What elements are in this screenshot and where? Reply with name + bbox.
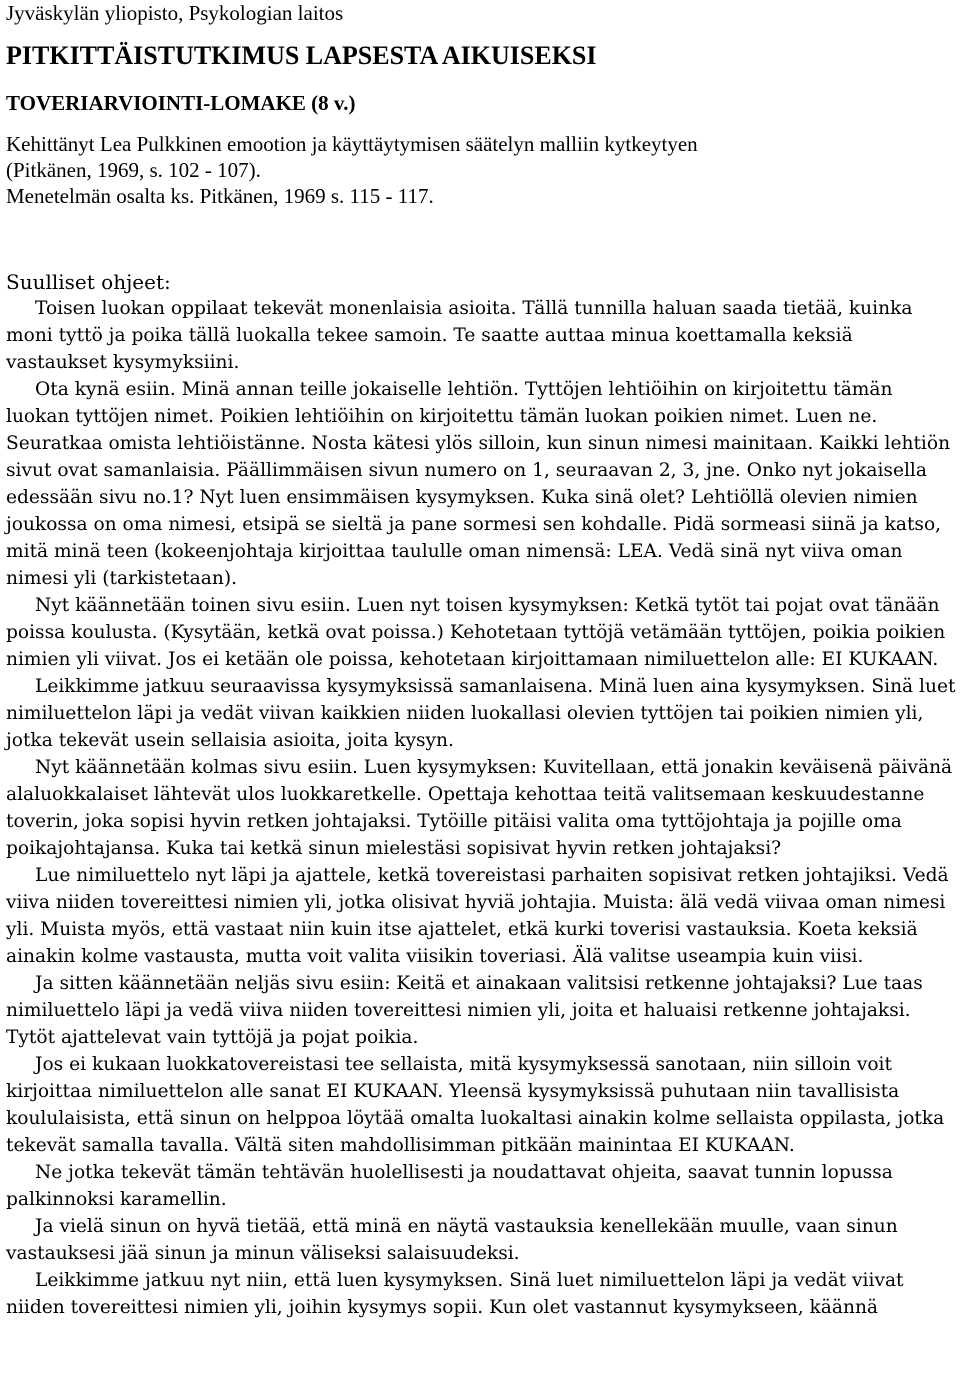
instruction-sentence: Tällä tunnilla haluan saada tietää, kuinka moni tyttö ja poika tällä luokalla tekee samoin. bbox=[6, 298, 913, 346]
instruction-sentence: Luen kysymyksen: Kuvitellaan, että jonakin keväisenä päivänä alaluokkalaiset lähtevät ulos luokkaretkelle. bbox=[6, 757, 953, 805]
instruction-sentence: Kuka tai ketkä sinun mielestäsi sopisivat hyvin retken johtajaksi? bbox=[166, 838, 782, 859]
instruction-sentence: Vältä siten mahdollisimman pitkään mainintaa EI KUKAAN. bbox=[234, 1135, 795, 1156]
instruction-sentence: Kun olet vastannut kysymykseen, käännä bbox=[489, 1297, 879, 1318]
instruction-sentence: Vedä viiva niiden tovereittesi nimien yli, jotka olisivat hyviä johtajia. bbox=[6, 865, 949, 913]
instruction-sentence: Luen nyt toisen kysymyksen: Ketkä tytöt tai pojat ovat tänään poissa koulusta. bbox=[6, 595, 940, 643]
instruction-sentence: Älä valitse useampia kuin viisi. bbox=[572, 946, 864, 967]
instruction-paragraph bbox=[6, 754, 956, 862]
credits-line: Menetelmän osalta ks. Pitkänen, 1969 s. 115 - 117. bbox=[6, 184, 434, 208]
instruction-sentence: Muista: älä vedä viivaa oman nimesi yli. bbox=[6, 892, 946, 940]
instruction-sentence: Pidä sormeasi siinä ja katso, mitä minä teen (kokeenjohtaja kirjoittaa taululle oman nimensä: LEA. bbox=[6, 514, 942, 562]
instruction-sentence: Ota kynä esiin. bbox=[35, 379, 182, 400]
instruction-sentence: Sinä luet nimiluettelon läpi ja vedät viivat niiden tovereittesi nimien yli, joihin kysymys sopii. bbox=[6, 1270, 904, 1318]
instruction-sentence: Ja sitten käännetään neljäs sivu esiin: Keitä et ainakaan valitsisi retkenne johtajaksi? bbox=[35, 973, 843, 994]
instruction-sentence: Nyt luen ensimmäisen kysymyksen. bbox=[199, 487, 542, 508]
instruction-paragraph bbox=[6, 1159, 956, 1213]
instruction-sentence: Lue taas nimiluettelo läpi ja vedä viiva niiden tovereittesi nimien yli, joita et haluaisi retkenne johtajaksi. bbox=[6, 973, 923, 1021]
credits-line: (Pitkänen, 1969, s. 102 - 107). bbox=[6, 158, 261, 182]
instruction-paragraph bbox=[6, 673, 956, 754]
instruction-paragraph bbox=[6, 862, 956, 970]
instruction-paragraph bbox=[6, 295, 956, 376]
instruction-sentence: Poikien lehtiöihin on kirjoitettu tämän luokan poikien nimet. bbox=[219, 406, 796, 427]
instruction-sentence: Onko nyt jokaisella edessään sivu no.1? bbox=[6, 460, 927, 508]
instruction-sentence: Opettaja kehottaa teitä valitsemaan keskuudestanne toverin, joka sopisi hyvin retken johtajaksi. bbox=[6, 784, 925, 832]
instruction-sentence: Nyt käännetään kolmas sivu esiin. bbox=[35, 757, 364, 778]
institution-name: Jyväskylän yliopisto, Psykologian laitos bbox=[6, 1, 344, 25]
credits-line: Kehittänyt Lea Pulkkinen emootion ja käyttäytymisen säätelyn malliin kytkeytyen bbox=[6, 132, 698, 156]
instruction-sentence: Te saatte auttaa minua koettamalla keksiä vastaukset kysymyksiini. bbox=[6, 325, 853, 373]
form-title: TOVERIARVIOINTI-LOMAKE (8 v.) bbox=[6, 91, 356, 115]
instruction-sentence: Tyttöjen lehtiöihin on kirjoitettu tämän luokan tyttöjen nimet. bbox=[6, 379, 893, 427]
instruction-sentence: Ne jotka tekevät tämän tehtävän huolellisesti ja noudattavat ohjeita, saavat tunnin lopussa palkinnoksi karamellin. bbox=[6, 1162, 893, 1210]
instruction-sentence: Tytöt ajattelevat vain tyttöjä ja pojat poikia. bbox=[6, 1027, 419, 1048]
instruction-paragraph bbox=[6, 1213, 956, 1267]
instruction-sentence: Vedä sinä nyt viiva oman nimesi yli (tarkistetaan). bbox=[6, 541, 903, 589]
instruction-sentence: Nosta kätesi ylös silloin, kun sinun nimesi mainitaan. bbox=[311, 433, 820, 454]
instruction-sentence: Kuka sinä olet? bbox=[541, 487, 691, 508]
instruction-sentence: Leikkimme jatkuu nyt niin, että luen kysymyksen. bbox=[35, 1270, 510, 1291]
instruction-sentence: Lue nimiluettelo nyt läpi ja ajattele, ketkä tovereistasi parhaiten sopisivat retken johtajiksi. bbox=[35, 865, 903, 886]
instruction-sentence: (Kysytään, ketkä ovat poissa.) bbox=[163, 622, 450, 643]
instruction-sentence: Kaikki lehtiön sivut ovat samanlaisia. bbox=[6, 433, 951, 481]
instruction-sentence: Ja vielä sinun on hyvä tietää, että minä en näytä vastauksia kenellekään muulle, vaan sinun vastauksesi jää sinun ja minun väliseksi salaisuudeksi. bbox=[6, 1216, 898, 1264]
instruction-paragraph bbox=[6, 1051, 956, 1159]
instructions-body bbox=[6, 295, 956, 1321]
credits-block bbox=[6, 131, 698, 209]
instruction-sentence: Toisen luokan oppilaat tekevät monenlaisia asioita. bbox=[35, 298, 523, 319]
instruction-paragraph bbox=[6, 1267, 956, 1321]
instructions-heading: Suulliset ohjeet: bbox=[6, 270, 171, 294]
instruction-paragraph bbox=[6, 376, 956, 592]
instruction-sentence: Muista myös, että vastaat niin kuin itse ajattelet, etkä kurki toverisi vastauksia. bbox=[40, 919, 798, 940]
instruction-sentence: Jos ei kukaan luokkatovereistasi tee sellaista, mitä kysymyksessä sanotaan, niin silloin voit kirjoittaa nimiluettelon alle sanat EI KUKAAN. bbox=[6, 1054, 892, 1102]
instruction-sentence: Minä annan teille jokaiselle lehtiön. bbox=[181, 379, 525, 400]
instruction-sentence: Luen ne. Seuratkaa omista lehtiöistänne. bbox=[6, 406, 878, 454]
instruction-paragraph bbox=[6, 592, 956, 673]
instruction-sentence: Päällimmäisen sivun numero on 1, seuraavan 2, 3, jne. bbox=[226, 460, 747, 481]
instruction-sentence: Sinä luet nimiluettelon läpi ja vedät viivan kaikkien niiden luokallasi olevien tyttöjen tai poikien nimien yli, jotka tekevät usein sellaisia asioita, joita kysyn. bbox=[6, 676, 956, 751]
instruction-sentence: Koeta keksiä ainakin kolme vastausta, mutta voit valita viisikin toveriasi. bbox=[6, 919, 918, 967]
document-title: PITKITTÄISTUTKIMUS LAPSESTA AIKUISEKSI bbox=[6, 41, 597, 70]
instruction-paragraph bbox=[6, 970, 956, 1051]
instruction-sentence: Nyt käännetään toinen sivu esiin. bbox=[35, 595, 357, 616]
instruction-sentence: Leikkimme jatkuu seuraavissa kysymyksissä samanlaisena. bbox=[35, 676, 600, 697]
instruction-sentence: Lehtiöllä olevien nimien joukossa on oma nimesi, etsipä se sieltä ja pane sormesi sen kohdalle. bbox=[6, 487, 918, 535]
instruction-sentence: Minä luen aina kysymyksen. bbox=[599, 676, 872, 697]
instruction-sentence: Kehotetaan tyttöjä vetämään tyttöjen, poikia poikien nimien yli viivat. bbox=[6, 622, 946, 670]
instruction-sentence: Jos ei ketään ole poissa, kehotetaan kirjoittamaan nimiluettelon alle: EI KUKAAN. bbox=[167, 649, 939, 670]
instruction-sentence: Tytöille pitäisi valita oma tyttöjohtaja ja pojille oma poikajohtajansa. bbox=[6, 811, 902, 859]
instruction-sentence: Yleensä kysymyksissä puhutaan niin tavallisista koululaisista, että sinun on helppoa löytää omalta luokaltasi ainakin kolme sellaista oppilasta, jotka tekevät samalla tavalla. bbox=[6, 1081, 945, 1156]
